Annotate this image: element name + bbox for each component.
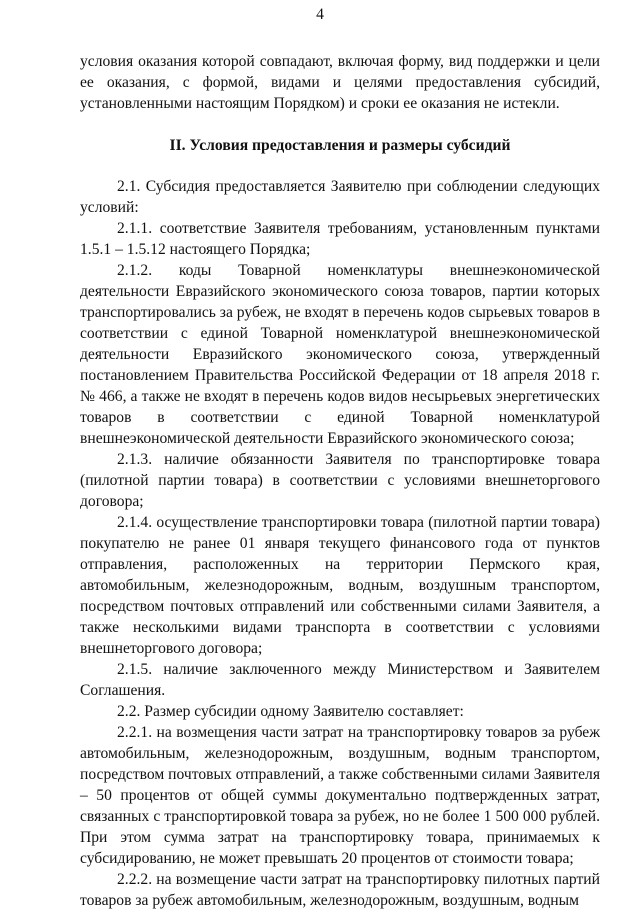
page-number: 4 (316, 6, 324, 23)
paragraph-continuation: условия оказания которой совпадают, включая форму, вид поддержки и цели ее оказания, с формой, видами и целями предоставления субсидий, установленными настоящим Порядком) и сроки ее оказания не истекли. (80, 53, 600, 112)
paragraph-2-2-1: 2.2.1. на возмещения части затрат на транспортировку товаров за рубеж автомобильным, железнодорожным, воздушным, водным транспортом, посредством почтовых отправлений, а также собственными силами Заявителя – 50 процентов от общей суммы документально подтвержденных затрат, связанных с транспортировкой товара за рубеж, но не более 1 500 000 рублей. При этом сумма затрат на транспортировку товара, принимаемых к субсидированию, не может превышать 20 процентов от стоимости товара; (80, 724, 600, 867)
paragraph-2-2-2: 2.2.2. на возмещение части затрат на транспортировку пилотных партий товаров за рубеж автомобильным, железнодорожным, воздушным, водным (80, 871, 600, 909)
paragraph-2-1-1: 2.1.1. соответствие Заявителя требованиям, установленным пунктами 1.5.1 – 1.5.12 настоящего Порядка; (80, 220, 600, 258)
paragraph-2-2: 2.2. Размер субсидии одному Заявителю составляет: (117, 703, 464, 720)
paragraph-2-1-2: 2.1.2. коды Товарной номенклатуры внешнеэкономической деятельности Евразийского экономического союза товаров, партии которых транспортировались за рубеж, не входят в перечень кодов сырьевых товаров в соответствии с единой Товарной номенклатурой внешнеэкономической деятельности Евразийского экономического союза, утвержденный постановлением Правительства Российской Федерации от 18 апреля 2018 г. № 466, а также не входят в перечень кодов видов несырьевых энергетических товаров в соответствии с единой Товарной номенклатурой внешнеэкономической деятельности Евразийского экономического союза; (80, 262, 600, 447)
document-body (80, 51, 600, 911)
paragraph-2-1-3: 2.1.3. наличие обязанности Заявителя по транспортировке товара (пилотной партии товара) в соответствии с условиями внешнеторгового договора; (80, 451, 600, 510)
paragraph-2-1-4: 2.1.4. осуществление транспортировки товара (пилотной партии товара) покупателю не ранее 01 января текущего финансового года от пунктов отправления, расположенных на территории Пермского края, автомобильным, железнодорожным, водным, воздушным транспортом, посредством почтовых отправлений или собственными силами Заявителя, а также несколькими видами транспорта в соответствии с условиями внешнеторгового договора; (80, 514, 600, 657)
paragraph-2-1: 2.1. Субсидия предоставляется Заявителю при соблюдении следующих условий: (80, 178, 600, 216)
section-heading: II. Условия предоставления и размеры субсидий (169, 137, 511, 154)
paragraph-2-1-5: 2.1.5. наличие заключенного между Министерством и Заявителем Соглашения. (80, 661, 600, 699)
